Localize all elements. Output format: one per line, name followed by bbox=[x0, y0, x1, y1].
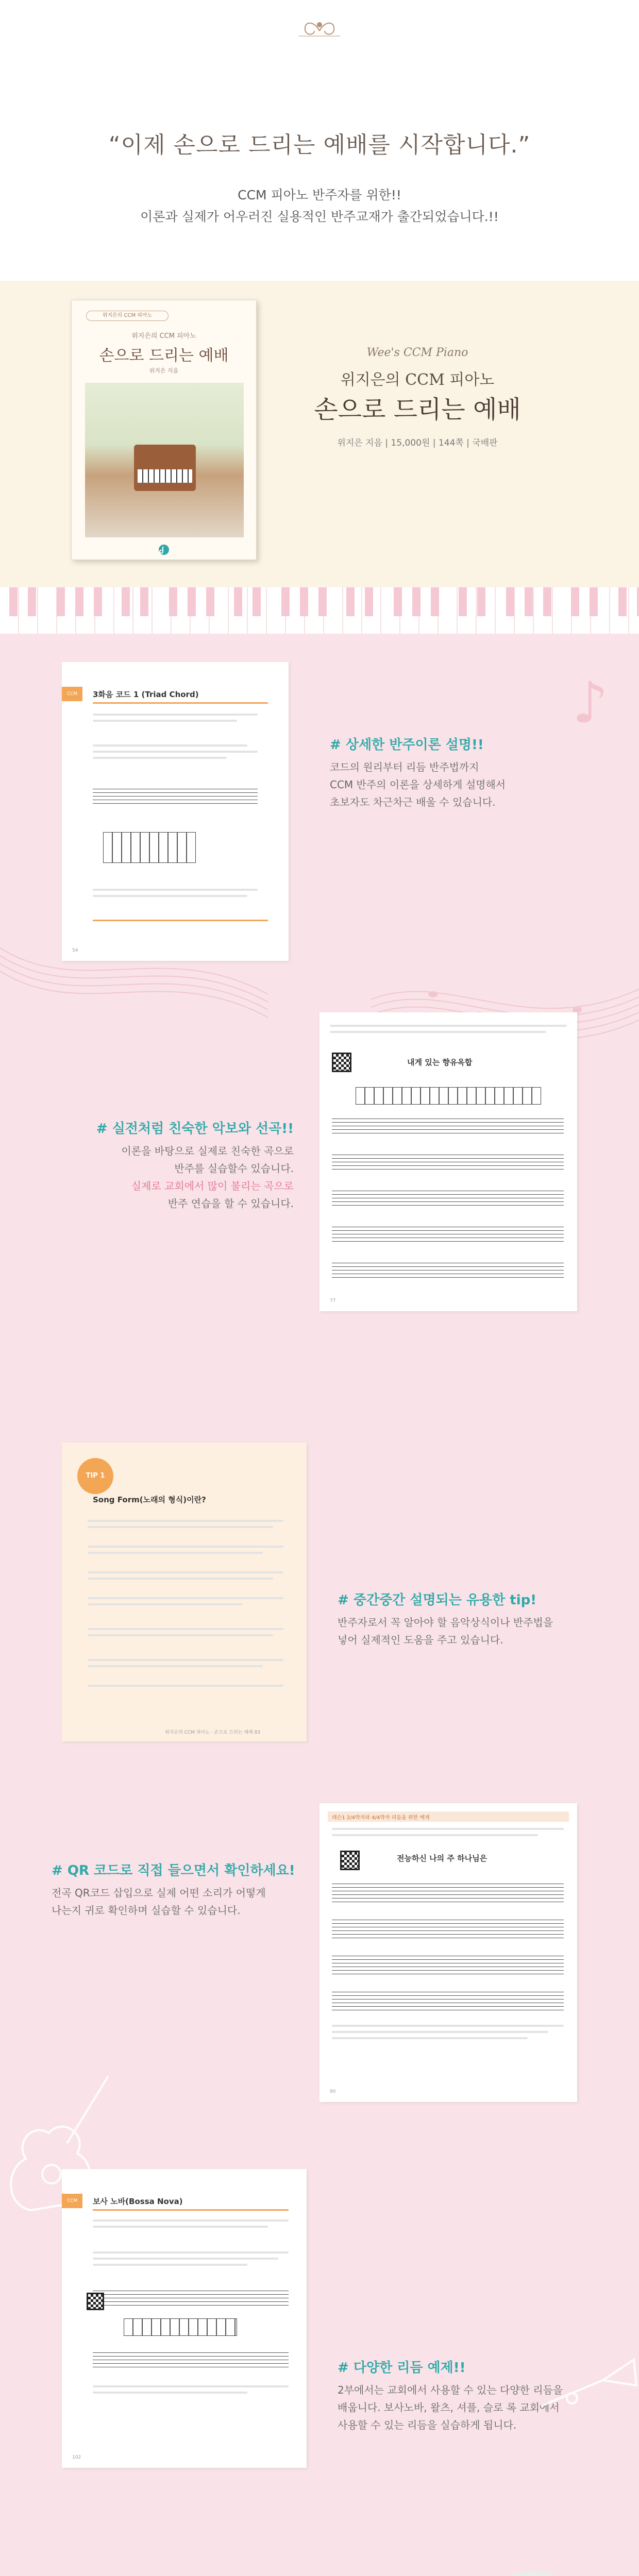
score-staff bbox=[332, 1188, 564, 1208]
sample-page-1 bbox=[62, 662, 289, 961]
score-staff bbox=[332, 1224, 564, 1244]
feature-line: 초보자도 차근차근 배울 수 있습니다. bbox=[330, 796, 496, 808]
page-number: 77 bbox=[330, 1298, 336, 1303]
tonic-logo-icon bbox=[156, 544, 172, 556]
score-staff bbox=[93, 2287, 289, 2306]
page-title: 3화음 코드 1 (Triad Chord) bbox=[93, 690, 199, 699]
score-staff bbox=[332, 1151, 564, 1172]
feature-title: # QR 코드로 직접 들으면서 확인하세요! bbox=[52, 1863, 295, 1878]
feature-line: 반주자로서 꼭 알아야 할 음악상식이나 반주법을 bbox=[338, 1616, 553, 1629]
sample-page-4 bbox=[320, 1803, 577, 2102]
intro-line-1: CCM 피아노 반주자를 위한!! bbox=[238, 188, 401, 202]
cover-photo bbox=[85, 383, 244, 537]
sample-page-3 bbox=[62, 1443, 307, 1741]
page-tab: CCM bbox=[62, 687, 82, 701]
feature-line: 반주를 실습할수 있습니다. bbox=[174, 1162, 294, 1175]
cover-subtitle: 위지은의 CCM 피아노 bbox=[131, 332, 196, 340]
book-meta: 위지은 지음 | 15,000원 | 144쪽 | 국배판 bbox=[337, 438, 498, 448]
feature-line: 나는지 귀로 확인하며 실습할 수 있습니다. bbox=[52, 1904, 241, 1917]
feature-title: # 상세한 반주이론 설명!! bbox=[330, 737, 484, 753]
tip-circle: TIP 1 bbox=[77, 1458, 113, 1494]
feature-line: 전곡 QR코드 삽입으로 실제 어떤 소리가 어떻게 bbox=[52, 1887, 266, 1899]
page-number: 90 bbox=[330, 2089, 336, 2094]
feature-line: 2부에서는 교회에서 사용할 수 있는 다양한 리듬을 bbox=[338, 2384, 563, 2396]
cover-title: 손으로 드리는 예배 bbox=[99, 347, 229, 365]
book-title-line-2: 손으로 드리는 예배 bbox=[314, 395, 521, 424]
page-title: 전능하신 나의 주 하나님은 bbox=[397, 1854, 487, 1863]
feature-line: 코드의 원리부터 리듬 반주법까지 bbox=[330, 761, 479, 773]
qr-code bbox=[340, 1851, 360, 1870]
feature-body bbox=[330, 758, 598, 811]
score-staff bbox=[332, 1953, 564, 1974]
piano-black-keys bbox=[0, 587, 639, 616]
book-series: Wee's CCM Piano bbox=[366, 346, 468, 359]
feature-body bbox=[52, 1142, 294, 1212]
page-rule bbox=[93, 702, 268, 704]
feature-line: 배웁니다. 보사노바, 왈츠, 셔플, 슬로 록 교회에서 bbox=[338, 2401, 560, 2414]
score-staff bbox=[332, 1880, 564, 1902]
qr-code bbox=[332, 1053, 351, 1072]
feature-body bbox=[52, 1884, 309, 1919]
page-tab: CCM bbox=[62, 2194, 82, 2208]
feature-caption-3 bbox=[338, 1589, 616, 1649]
score-staff bbox=[332, 1260, 564, 1280]
feature-line: 사용할 수 있는 리듬을 실습하게 됩니다. bbox=[338, 2419, 517, 2431]
page-number: 102 bbox=[72, 2455, 81, 2460]
feature-body bbox=[338, 1614, 616, 1649]
feature-title: # 중간중간 설명되는 유용한 tip! bbox=[338, 1592, 537, 1608]
sample-page-2 bbox=[320, 1012, 577, 1311]
feature-line: 반주 연습을 할 수 있습니다. bbox=[167, 1197, 294, 1210]
toy-piano-keys bbox=[138, 469, 192, 483]
book-title-line-1: 위지은의 CCM 피아노 bbox=[340, 371, 495, 389]
page-number: 위지은의 CCM 피아노 · 손으로 드리는 예배 83 bbox=[165, 1730, 261, 1735]
feature-caption-2 bbox=[52, 1118, 294, 1212]
keyboard-diagram bbox=[103, 832, 196, 863]
page-header: 레슨1 2/4박자와 4/4박자 리듬을 위한 예제 bbox=[332, 1815, 430, 1821]
score-staff bbox=[332, 1115, 564, 1136]
score-staff bbox=[332, 1917, 564, 1938]
keyboard-diagram bbox=[356, 1087, 541, 1105]
keyboard-diagram bbox=[124, 2318, 237, 2336]
sample-page-5 bbox=[62, 2169, 307, 2468]
feature-title: # 다양한 리듬 예제!! bbox=[338, 2360, 466, 2376]
music-note-icon: ♪ bbox=[572, 670, 609, 736]
feature-line: CCM 반주의 이론을 상세하게 설명해서 bbox=[330, 778, 506, 791]
book-cover bbox=[71, 300, 257, 560]
page-number: 54 bbox=[72, 948, 78, 953]
page-title: Song Form(노래의 형식)이란? bbox=[93, 1495, 206, 1504]
feature-caption-4 bbox=[52, 1860, 309, 1919]
score-staff bbox=[332, 1989, 564, 2010]
page-title: 보사 노바(Bossa Nova) bbox=[93, 2197, 183, 2206]
intro-text bbox=[0, 184, 639, 228]
cover-badge: 위지은의 CCM 피아노 bbox=[86, 311, 169, 321]
cover-author: 위지은 지음 bbox=[149, 367, 179, 374]
feature-caption-1 bbox=[330, 734, 598, 811]
qr-code bbox=[87, 2293, 104, 2310]
page-title: 내게 있는 향유옥합 bbox=[407, 1058, 473, 1067]
intro-line-2: 이론과 실제가 어우러진 실용적인 반주교재가 출간되었습니다.!! bbox=[140, 209, 499, 224]
feature-line: 넣어 실제적인 도움을 주고 있습니다. bbox=[338, 1634, 503, 1646]
toy-piano-image bbox=[134, 445, 196, 491]
headline: “이제 손으로 드리는 예배를 시작합니다.” bbox=[108, 132, 531, 158]
ornament-icon bbox=[294, 10, 345, 41]
feature-line: 이론을 바탕으로 실제로 친숙한 곡으로 bbox=[121, 1145, 294, 1157]
trumpet-decoration bbox=[536, 2349, 639, 2427]
score-staff bbox=[93, 2349, 289, 2368]
feature-line: 실제로 교회에서 많이 불리는 곡으로 bbox=[131, 1180, 294, 1192]
score-staff bbox=[93, 786, 258, 804]
feature-title: # 실전처럼 친숙한 악보와 선곡!! bbox=[96, 1121, 294, 1137]
